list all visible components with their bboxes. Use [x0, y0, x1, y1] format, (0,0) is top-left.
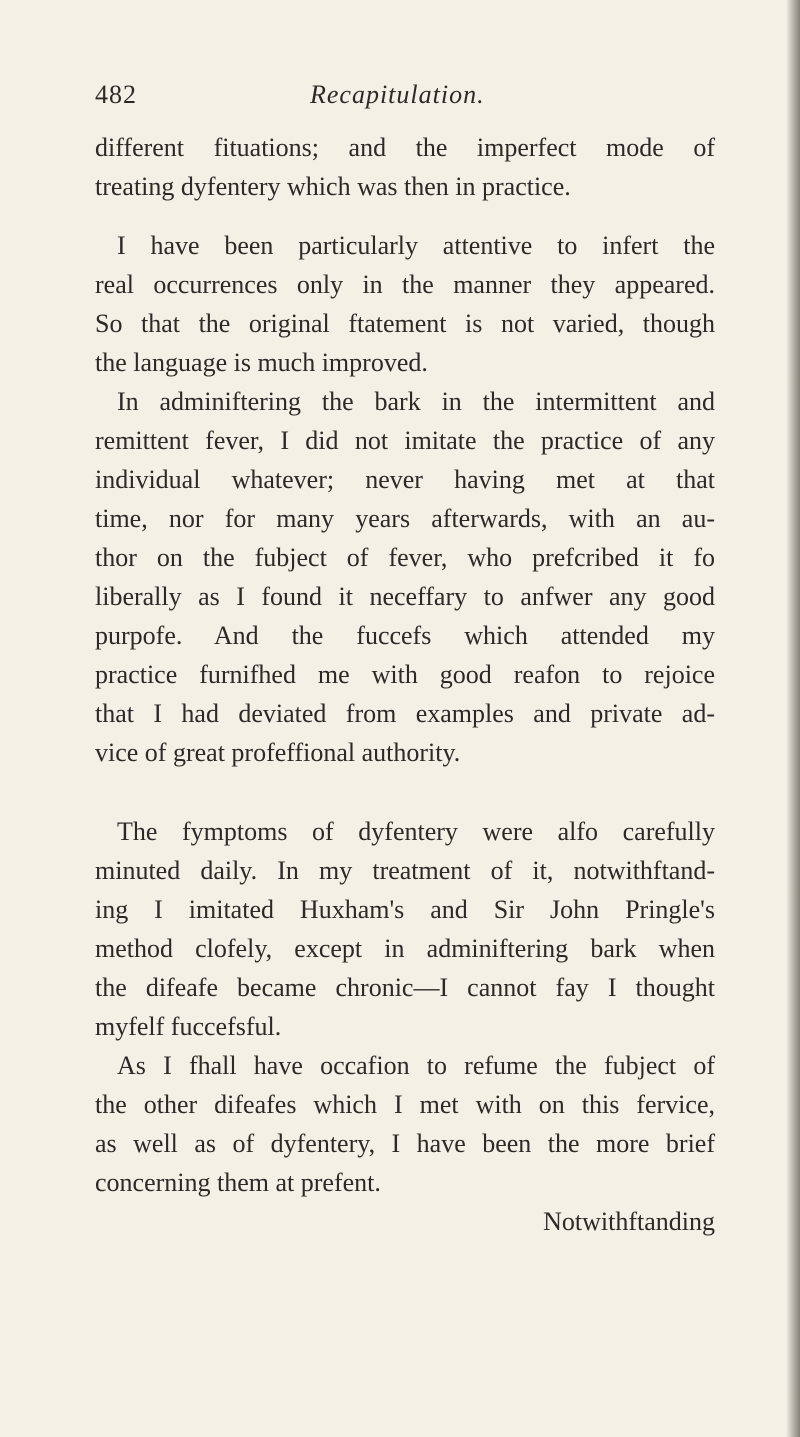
body-text	[95, 128, 715, 1241]
text-line: The fymptoms of dyfentery were alfo carefully	[117, 817, 715, 846]
text-line: treating dyfentery which was then in practice.	[95, 172, 571, 201]
running-head: Recapitulation.	[310, 80, 485, 109]
text-line: myfelf fuccefsful.	[95, 1012, 282, 1041]
text-line: the other difeafes which I met with on this fervice,	[95, 1090, 715, 1119]
text-line: ing I imitated Huxham's and Sir John Pringle's	[95, 895, 715, 924]
paragraph	[95, 1046, 715, 1202]
text-line: liberally as I found it neceffary to anfwer any good	[95, 582, 715, 611]
text-line: time, nor for many years afterwards, with an au-	[95, 504, 715, 533]
catchword: Notwithftanding	[543, 1207, 715, 1236]
text-line: as well as of dyfentery, I have been the more brief	[95, 1129, 715, 1158]
paragraph	[95, 128, 715, 206]
text-line: thor on the fubject of fever, who prefcribed it fo	[95, 543, 715, 572]
text-line: vice of great profeffional authority.	[95, 738, 461, 767]
paragraph	[95, 812, 715, 1046]
text-line: practice furnifhed me with good reafon to rejoice	[95, 660, 715, 689]
text-line: real occurrences only in the manner they appeared.	[95, 270, 715, 299]
text-line: method clofely, except in adminiftering bark when	[95, 934, 715, 963]
text-line: In adminiftering the bark in the intermittent and	[117, 387, 715, 416]
text-line: minuted daily. In my treatment of it, notwithftand-	[95, 856, 715, 885]
text-line: that I had deviated from examples and private ad-	[95, 699, 715, 728]
text-line: the difeafe became chronic—I cannot fay I thought	[95, 973, 715, 1002]
text-line: the language is much improved.	[95, 348, 428, 377]
text-line: concerning them at prefent.	[95, 1168, 381, 1197]
page-number: 482	[95, 80, 137, 109]
text-line: remittent fever, I did not imitate the practice of any	[95, 426, 715, 455]
text-line: I have been particularly attentive to infert the	[117, 231, 715, 260]
text-line: purpofe. And the fuccefs which attended my	[95, 621, 715, 650]
text-line: different fituations; and the imperfect mode of	[95, 133, 715, 162]
text-line: So that the original ftatement is not varied, though	[95, 309, 715, 338]
page-header	[95, 80, 715, 120]
paragraph	[95, 226, 715, 382]
paragraph	[95, 382, 715, 772]
text-line: individual whatever; never having met at that	[95, 465, 715, 494]
text-line: As I fhall have occafion to refume the fubject of	[117, 1051, 715, 1080]
page-edge-shadow	[786, 0, 800, 1437]
